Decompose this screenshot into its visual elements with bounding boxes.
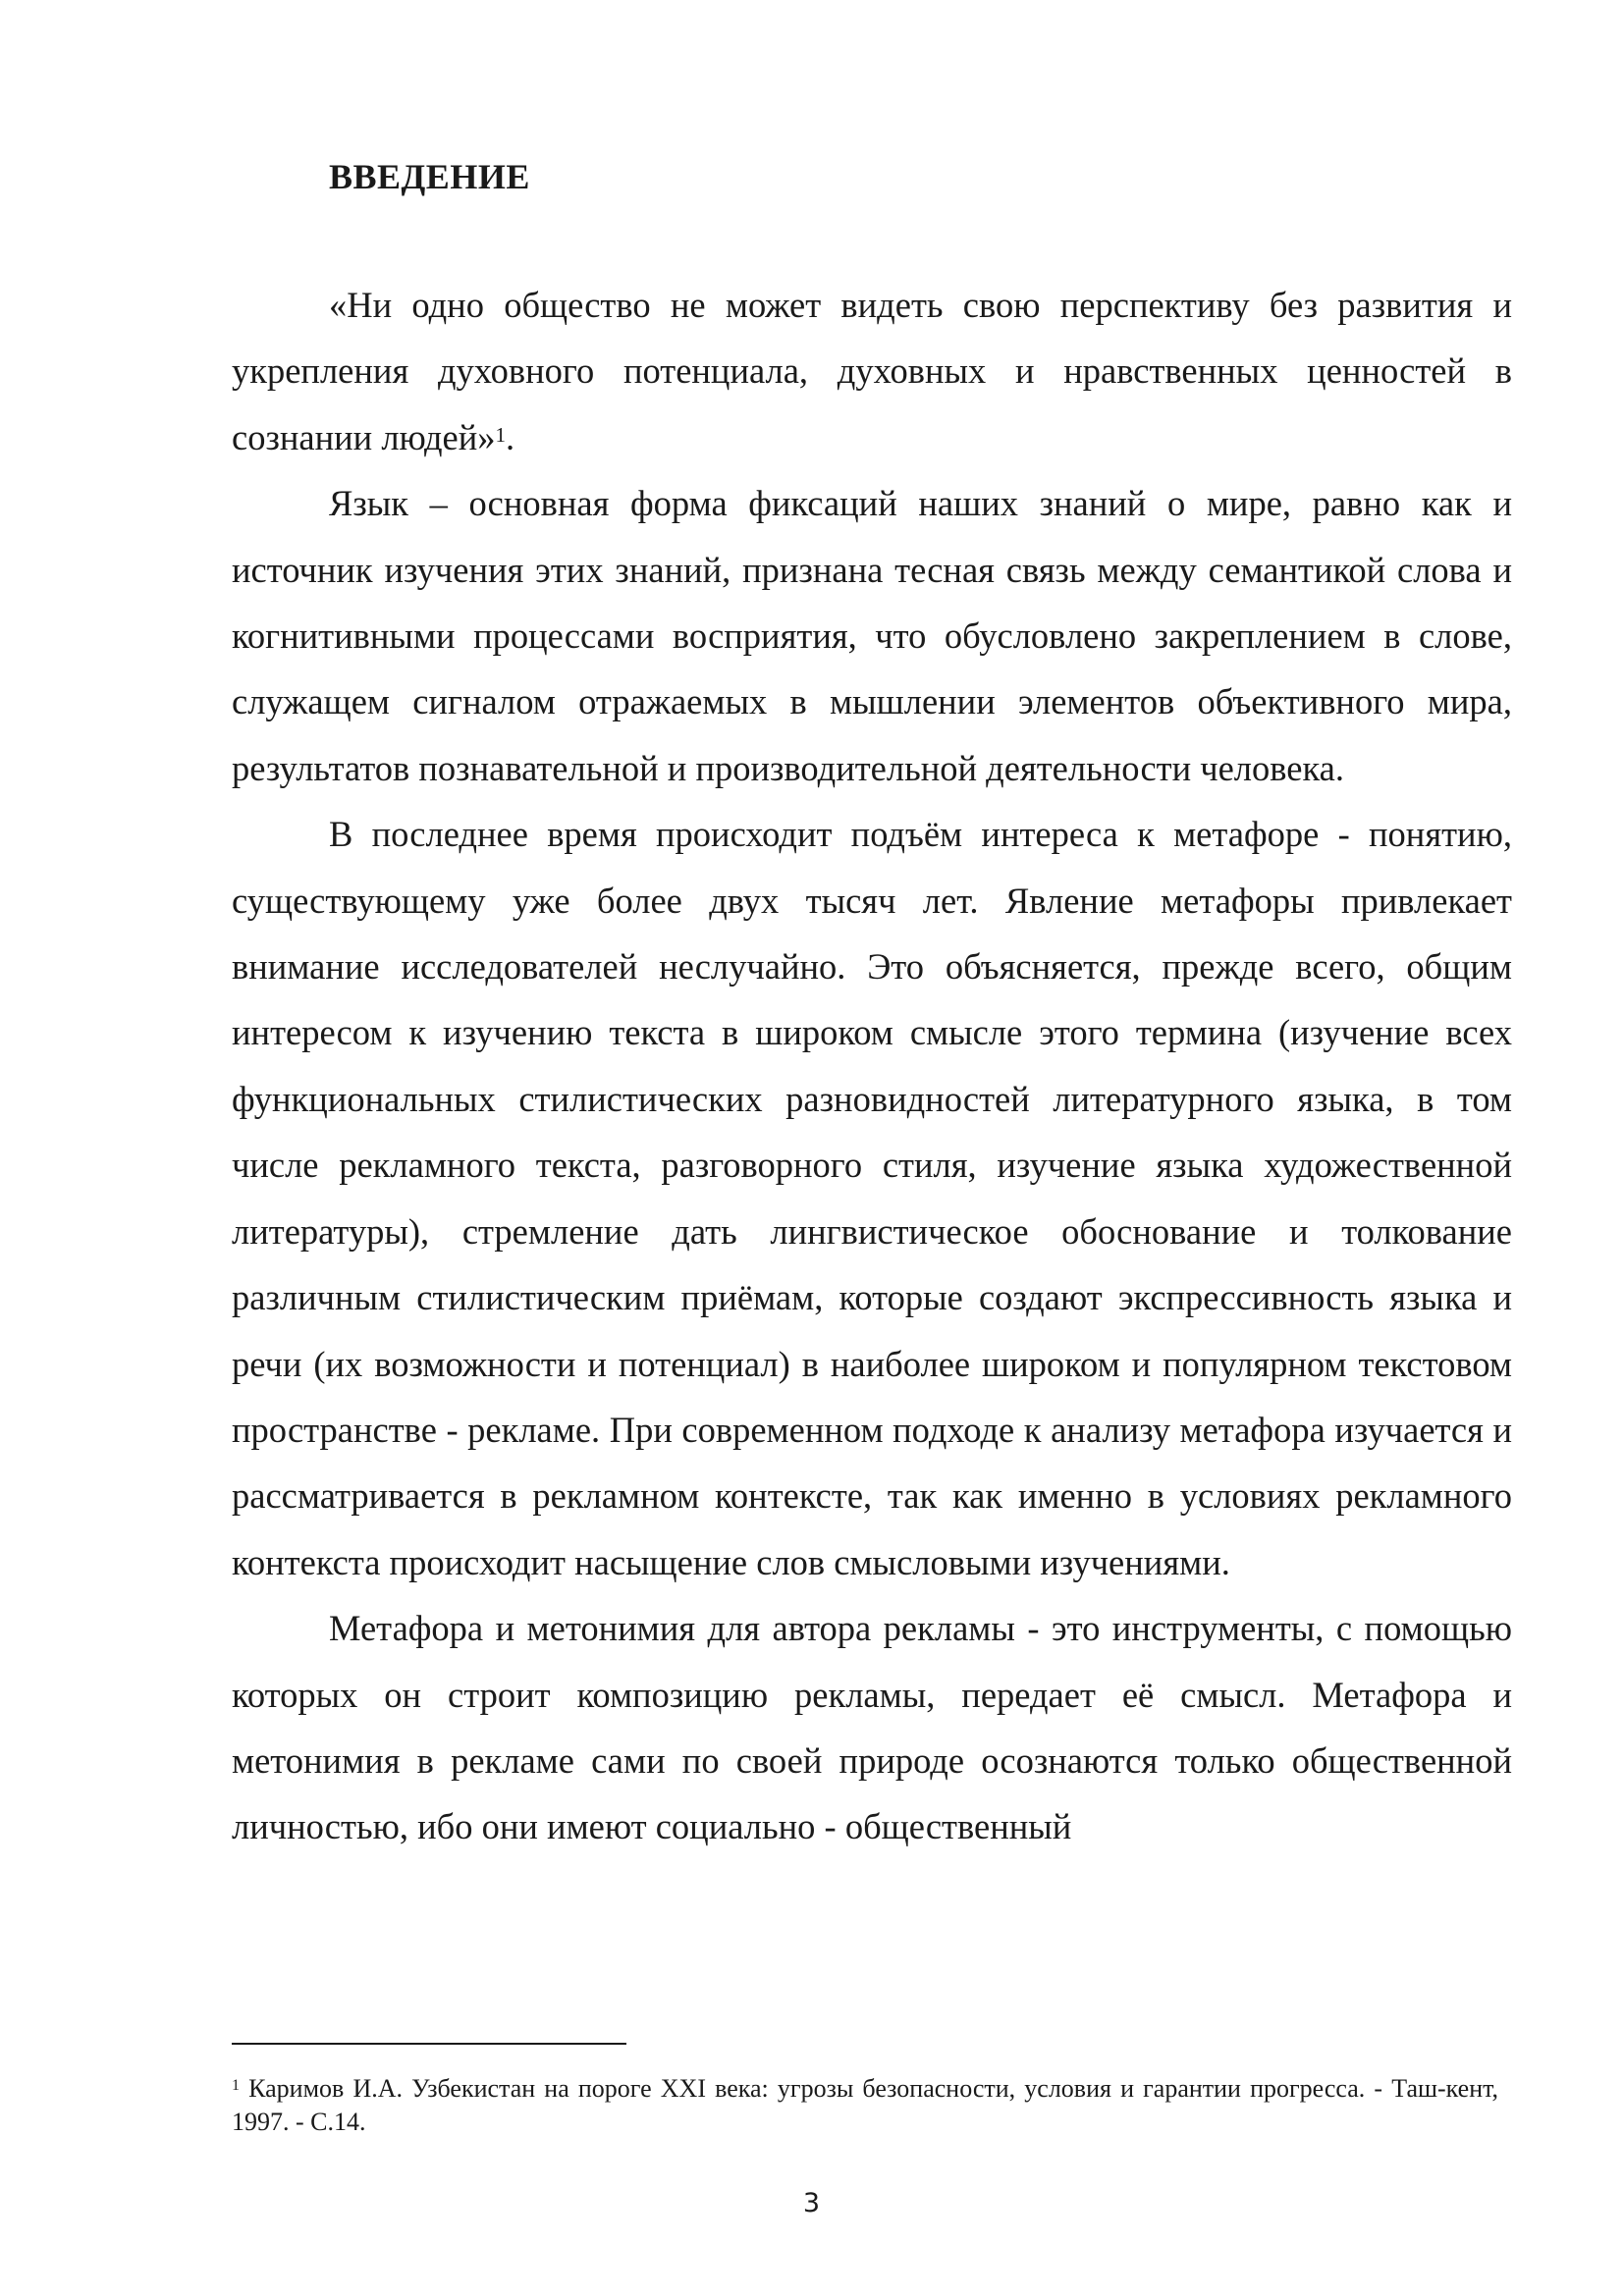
footnote-separator bbox=[232, 2043, 626, 2045]
section-heading: ВВЕДЕНИЕ bbox=[329, 157, 530, 196]
page-number: 3 bbox=[802, 2188, 821, 2218]
footnote-reference[interactable]: 1 bbox=[495, 422, 507, 447]
paragraph-metaphor-metonymy: Метафора и метонимия для автора рекламы - это инструменты, с помощью которых он строит композицию рекламы, передает её смысл. Метафора и метонимия в рекламе сами по своей природе осознаются только общественной личностью, ибо они имеют социально - общественный bbox=[232, 1608, 1512, 1847]
paragraph-tail: . bbox=[506, 416, 515, 457]
paragraph-text: «Ни одно общество не может видеть свою перспективу без развития и укрепления духовного потенциала, духовных и нравственных ценностей в сознании людей» bbox=[232, 285, 1512, 457]
paragraph-quote bbox=[232, 272, 1512, 470]
body-text bbox=[232, 272, 1512, 1860]
paragraph-language: Язык – основная форма фиксаций наших знаний о мире, равно как и источник изучения этих знаний, признана тесная связь между семантикой слова и когнитивными процессами восприятия, что обусловлено закреплением в слове, служащем сигналом отражаемых в мышлении элементов объективного мира, результатов познавательной и производительной деятельности человека. bbox=[232, 483, 1512, 788]
footnote-mark: 1 bbox=[232, 2077, 240, 2094]
footnote-text: Каримов И.А. Узбекистан на пороге XXI века: угрозы безопасности, условия и гарантии прогресса. - Таш-кент, 1997. - С.14. bbox=[232, 2074, 1499, 2136]
paragraph-metaphor-interest: В последнее время происходит подъём интереса к метафоре - понятию, существующему уже более двух тысяч лет. Явление метафоры привлекает внимание исследователей неслучайно. Это объясняется, прежде всего, общим интересом к изучению текста в широком смысле этого термина (изучение всех функциональных стилистических разновидностей литературного языка, в том числе рекламного текста, разговорного стиля, изучение языка художественной литературы), стремление дать лингвистическое обоснование и толкование различным стилистическим приёмам, которые создают экспрессивность языка и речи (их возможности и потенциал) в наиболее широком и популярном текстовом пространстве - рекламе. При современном подходе к анализу метафора изучается и рассматривается в рекламном контексте, так как именно в условиях рекламного контекста происходит насыщение слов смысловыми изучениями. bbox=[232, 814, 1512, 1582]
footnote bbox=[232, 2072, 1498, 2139]
